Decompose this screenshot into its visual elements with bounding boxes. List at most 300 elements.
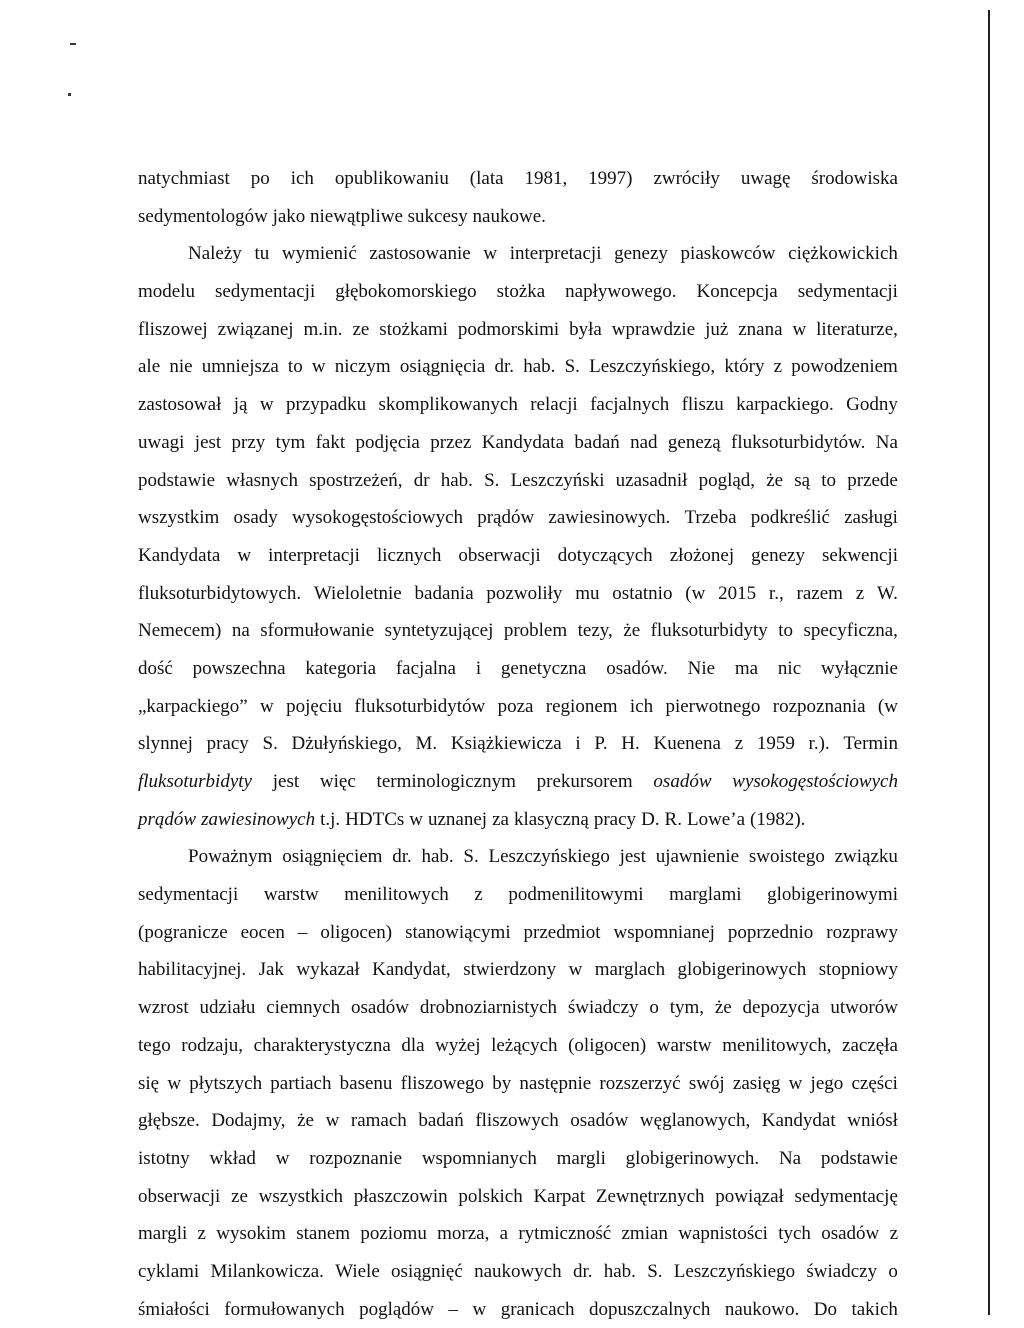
word: Zewnętrznych (595, 1185, 705, 1207)
text-line (138, 725, 898, 763)
word: Leszczyński (510, 469, 605, 491)
word: habilitacyjnej. (138, 959, 247, 981)
word: pracy (206, 733, 249, 755)
word: z (773, 356, 783, 378)
text-line (138, 1291, 898, 1328)
word: marglami (669, 884, 742, 906)
word: wkład (209, 1147, 256, 1169)
word: z (855, 582, 865, 604)
word: niczym (334, 356, 391, 378)
word: prekursorem (536, 771, 633, 792)
word: genezy (614, 243, 668, 265)
text-line (138, 235, 898, 273)
word: 2015 (718, 582, 757, 604)
word: w (409, 808, 423, 830)
word: Trzeba (684, 507, 737, 529)
word: wyłącznie (820, 657, 898, 679)
word: tych (778, 1223, 811, 1245)
word: zastosował (138, 394, 222, 416)
word: związku (834, 846, 898, 868)
word: Książkiewicza (450, 733, 562, 755)
word: hab. (603, 1260, 636, 1282)
word: wysokogęstościowych (732, 771, 898, 792)
word: to (821, 469, 837, 491)
word: głębsze. (138, 1110, 200, 1132)
word: jest (194, 431, 222, 453)
word: napływowego. (565, 281, 677, 303)
word: w (792, 318, 807, 340)
word: z (734, 733, 744, 755)
word: menilitowych (344, 884, 449, 906)
word: rozpoznania (772, 695, 866, 717)
word: relacji (530, 394, 578, 416)
word: ciemnych (266, 997, 341, 1019)
word: wymienić (281, 243, 357, 265)
word: Termin (843, 733, 898, 755)
text-line-content: sedymentologów jako niewątpliwe sukcesy naukowe. (138, 205, 546, 227)
word: Na (778, 1147, 802, 1169)
word: węglanowych, (639, 1110, 751, 1132)
word: Leszczyńskiego (673, 1260, 796, 1282)
word: Milankowicza. (210, 1260, 324, 1282)
word: warstw (263, 884, 319, 906)
word: natychmiast (138, 168, 230, 189)
word: hab. (440, 469, 473, 491)
word: przez (430, 431, 472, 453)
word: jest (619, 846, 646, 868)
word: polskich (458, 1185, 523, 1207)
word: świadczy (806, 1260, 878, 1282)
word: fluksoturbidytów (354, 695, 486, 717)
word: badań (418, 1110, 464, 1132)
word: R. (664, 808, 682, 830)
word: rozszerzyć (599, 1072, 681, 1094)
word: S. (564, 356, 580, 378)
word: warstw (656, 1034, 712, 1056)
text-line (138, 1065, 898, 1103)
word: depozycja (742, 997, 820, 1019)
text-line (138, 951, 898, 989)
word: S. (262, 733, 278, 755)
word: zwróciły (653, 168, 720, 189)
word: ze (231, 1185, 248, 1207)
word: poza (497, 695, 534, 717)
word: wprawdzie (611, 318, 696, 340)
word: P. (594, 733, 608, 755)
word: w (259, 394, 274, 416)
word: (w (877, 695, 898, 717)
word: są (794, 469, 811, 491)
word: eocen (240, 921, 285, 943)
word: tego (138, 1034, 171, 1056)
word: ramach (350, 1110, 407, 1132)
word: formułowanych (224, 1298, 345, 1320)
word: tezy, (577, 620, 613, 642)
word: naukowo. (724, 1298, 800, 1320)
word: stożka (496, 281, 546, 303)
word: genetyczna (500, 657, 587, 679)
word: ich (629, 695, 654, 717)
word: tym (275, 431, 306, 453)
word: za (492, 808, 509, 830)
text-line (138, 1027, 898, 1065)
word: rozpoznanie (309, 1147, 403, 1169)
word: kategoria (305, 657, 377, 679)
word: głębokomorskiego (335, 281, 477, 303)
word: i (475, 657, 482, 679)
word: ma (734, 657, 759, 679)
word: rodzaju, (181, 1034, 244, 1056)
word: H. (621, 733, 640, 755)
word: pogląd, (698, 469, 756, 491)
word: Wieloletnie (313, 582, 402, 604)
word: cyklami (138, 1260, 200, 1282)
word: przedmiot (523, 921, 601, 943)
word: obserwacji (458, 544, 541, 566)
word: się (138, 1072, 160, 1094)
text-line (138, 386, 898, 424)
word: terminologicznym (376, 771, 516, 792)
word: zawiesinowych (201, 808, 316, 830)
word: w (237, 544, 252, 566)
word: umniejsza (201, 356, 279, 378)
text-line (138, 1253, 898, 1291)
word: drobnoziarnistych (419, 997, 558, 1019)
word: wniósł (847, 1110, 898, 1132)
word: już (705, 318, 729, 340)
word: Dżułyńskiego, (291, 733, 402, 755)
word: spostrzeżeń, (309, 469, 403, 491)
word: fliszowej (138, 318, 208, 340)
word: w (472, 1298, 487, 1320)
word: w (311, 356, 326, 378)
text-line (138, 1140, 898, 1178)
word: fluksoturbidyty (138, 771, 252, 792)
word: ją (233, 394, 248, 416)
word: o (888, 1260, 898, 1282)
word: stanowiącymi (405, 921, 511, 943)
word: to (287, 356, 303, 378)
word: to (778, 620, 794, 642)
text-line (138, 612, 898, 650)
word: fliszu (681, 394, 724, 416)
word: Godny (846, 394, 898, 416)
word: uwagę (740, 168, 791, 189)
word: modelu (138, 281, 195, 303)
word: Kandydat (761, 1110, 836, 1132)
word: wspomnianej (613, 921, 715, 943)
word: po (250, 168, 270, 189)
word: Leszczyńskiego (488, 846, 610, 868)
word: że (623, 620, 641, 642)
word: w (483, 243, 498, 265)
word: złożonej (669, 544, 735, 566)
word: w (260, 695, 274, 717)
word: środowiska (811, 168, 898, 189)
word: rytmiczność (518, 1223, 612, 1245)
word: menilitowych, (722, 1034, 832, 1056)
word: hab. (421, 846, 454, 868)
word: dopuszczalnych (589, 1298, 711, 1320)
word: globigerinowych. (625, 1147, 760, 1169)
word: dr (413, 469, 430, 491)
word: granicach (500, 1298, 575, 1320)
word: pojęciu (286, 695, 343, 717)
word: partiach (270, 1072, 332, 1094)
word: tu (254, 243, 270, 265)
word: że (766, 469, 784, 491)
word: morza, (437, 1223, 490, 1245)
word: że (714, 997, 732, 1019)
word: m.in. (303, 318, 343, 340)
word: sformułowanie (260, 620, 375, 642)
word: fliszowych (475, 1110, 559, 1132)
word: (w (685, 582, 706, 604)
word: W. (876, 582, 898, 604)
word: była (569, 318, 602, 340)
word: więc (319, 771, 356, 792)
word: podstawie (138, 469, 216, 491)
word: następnie (519, 1072, 592, 1094)
word: dr. (494, 356, 515, 378)
word: globigerinowymi (767, 884, 898, 906)
word: Jak (258, 959, 284, 981)
word: by (492, 1072, 512, 1094)
word: jego (810, 1072, 844, 1094)
word: zastosowanie (369, 243, 471, 265)
word: uznanej (428, 808, 488, 830)
word: oligocen) (320, 921, 393, 943)
word: zawiesinowych. (548, 507, 671, 529)
word: marglach (594, 959, 666, 981)
word: Nie (687, 657, 716, 679)
word: pracy (593, 808, 637, 830)
word: jest (272, 771, 300, 792)
word: dotyczących (557, 544, 653, 566)
word: sedymentacji (214, 281, 316, 303)
word: stopniowy (818, 959, 898, 981)
word: fliszowego (400, 1072, 485, 1094)
word: Na (875, 431, 898, 453)
word: fluksoturbidyty (650, 620, 768, 642)
word: uwagi (138, 431, 185, 453)
word: Do (813, 1298, 837, 1320)
word: prądów (138, 808, 197, 830)
word: i (575, 733, 581, 755)
word: fluksoturbidytowych. (138, 582, 302, 604)
word: S. (463, 846, 479, 868)
word: r.). (808, 733, 830, 755)
word: nie (169, 356, 193, 378)
word: prądów (477, 507, 535, 529)
word: hab. (523, 356, 556, 378)
word: Nemecem) (138, 620, 222, 642)
word: w (325, 1110, 340, 1132)
word: wysokogęstościowych (292, 507, 463, 529)
word: charakterystyczna (253, 1034, 391, 1056)
word: mu (575, 582, 600, 604)
text-line (138, 348, 898, 386)
word: badania (414, 582, 474, 604)
word: wapnistości (678, 1223, 768, 1245)
word: z (889, 1223, 898, 1245)
text-line (138, 575, 898, 613)
word: Kuenena (653, 733, 721, 755)
word: HDTCs (345, 808, 405, 830)
word: badań (574, 431, 620, 453)
word: fluksoturbidytów. (731, 431, 866, 453)
word: Koncepcja (696, 281, 778, 303)
scan-dash-mark (70, 43, 76, 45)
word: stanem (296, 1223, 351, 1245)
word: stożkami (379, 318, 448, 340)
word: swój (688, 1072, 725, 1094)
word: osiągnięciem (282, 846, 383, 868)
word: w (275, 1147, 290, 1169)
word: osadów. (606, 657, 668, 679)
text-line (138, 424, 898, 462)
word: z (197, 1223, 206, 1245)
page-edge-line (988, 10, 990, 1315)
word: skomplikowanych (378, 394, 518, 416)
word: Poważnym (188, 846, 273, 868)
word: ujawnienie (655, 846, 740, 868)
word: wykazał (296, 959, 360, 981)
text-line (138, 801, 898, 839)
word: zaczęła (842, 1034, 898, 1056)
word: przy (231, 431, 266, 453)
word: w (167, 1072, 182, 1094)
word: facjalnych (590, 394, 670, 416)
word: Dodajmy, (211, 1110, 286, 1132)
word: D. (641, 808, 660, 830)
word: osadów (570, 1110, 629, 1132)
word: osiągnięcia (399, 356, 486, 378)
word: globigerinowych (677, 959, 807, 981)
word: fakt (315, 431, 346, 453)
word: facjalna (395, 657, 456, 679)
word: wszystkim (138, 507, 220, 529)
word: powiązał (715, 1185, 784, 1207)
word: powszechna (192, 657, 286, 679)
word: 1997) (588, 168, 633, 189)
word: z (474, 884, 483, 906)
word: dla (401, 1034, 425, 1056)
word: interpretacji (509, 243, 602, 265)
word: stwierdzony (463, 959, 557, 981)
word: Leszczyńskiego, (589, 356, 716, 378)
word: pierwotnego (665, 695, 761, 717)
word: zmian (621, 1223, 668, 1245)
text-line (138, 1215, 898, 1253)
word: utworów (830, 997, 898, 1019)
word: poprzednio (727, 921, 814, 943)
word: powodzeniem (791, 356, 898, 378)
word: klasyczną (513, 808, 589, 830)
word: nad (630, 431, 658, 453)
word: podstawie (820, 1147, 898, 1169)
word: licznych (376, 544, 442, 566)
word: dr. (572, 1260, 593, 1282)
text-line (138, 688, 898, 726)
word: S. (647, 1260, 663, 1282)
word: płytszych (189, 1072, 263, 1094)
word: interpretacji (268, 544, 360, 566)
word: ciężkowickich (788, 243, 898, 265)
word: problem (503, 620, 568, 642)
word: Kandydat, (372, 959, 451, 981)
word: wspomnianych (421, 1147, 537, 1169)
word: wysokim (216, 1223, 286, 1245)
word: slynnej (138, 733, 193, 755)
text-line (138, 838, 898, 876)
word: wszystkich (258, 1185, 344, 1207)
word: w (788, 1072, 803, 1094)
word: literaturze, (816, 318, 898, 340)
word: osadów (653, 771, 712, 792)
scan-dot-mark (68, 93, 71, 96)
word: naukowych (474, 1260, 562, 1282)
word: Kandydata (138, 544, 221, 566)
word: osadów (350, 997, 409, 1019)
text-line (138, 876, 898, 914)
word: dość (138, 657, 173, 679)
text-line (138, 273, 898, 311)
word: podkreślić (750, 507, 830, 529)
word: związanej (217, 318, 294, 340)
text-line (138, 650, 898, 688)
text-line (138, 1102, 898, 1140)
text-line (138, 1178, 898, 1216)
text-line (138, 537, 898, 575)
word: karpackiego. (736, 394, 834, 416)
document-body (138, 160, 898, 1328)
word: nic (777, 657, 802, 679)
word: „karpackiego” (138, 695, 248, 717)
word: zasięg (732, 1072, 781, 1094)
word: dr. (392, 846, 412, 868)
word: M. (415, 733, 438, 755)
word: 1981, (524, 168, 568, 189)
word: że (297, 1110, 314, 1132)
word: genezą (667, 431, 721, 453)
word: sedymentacji (797, 281, 898, 303)
word: Wiele (335, 1260, 380, 1282)
word: osady (233, 507, 278, 529)
word: który (724, 356, 765, 378)
text-line (138, 914, 898, 952)
word: piaskowców (680, 243, 776, 265)
word: wzrost (138, 997, 189, 1019)
word: osadów (821, 1223, 880, 1245)
word: ostatnio (612, 582, 673, 604)
text-line (138, 311, 898, 349)
text-line (138, 160, 898, 198)
text-line (138, 499, 898, 537)
word: Należy (188, 243, 242, 265)
word: przede (847, 469, 898, 491)
word: Karpat (533, 1185, 586, 1207)
word: płaszczowin (353, 1185, 448, 1207)
word: margli (138, 1223, 188, 1245)
word: margli (556, 1147, 606, 1169)
text-line (138, 198, 898, 236)
word: Kandydata (481, 431, 565, 453)
word: – (297, 921, 308, 943)
word: S. (484, 469, 500, 491)
word: śmiałości (138, 1298, 210, 1320)
word: poglądów (359, 1298, 434, 1320)
